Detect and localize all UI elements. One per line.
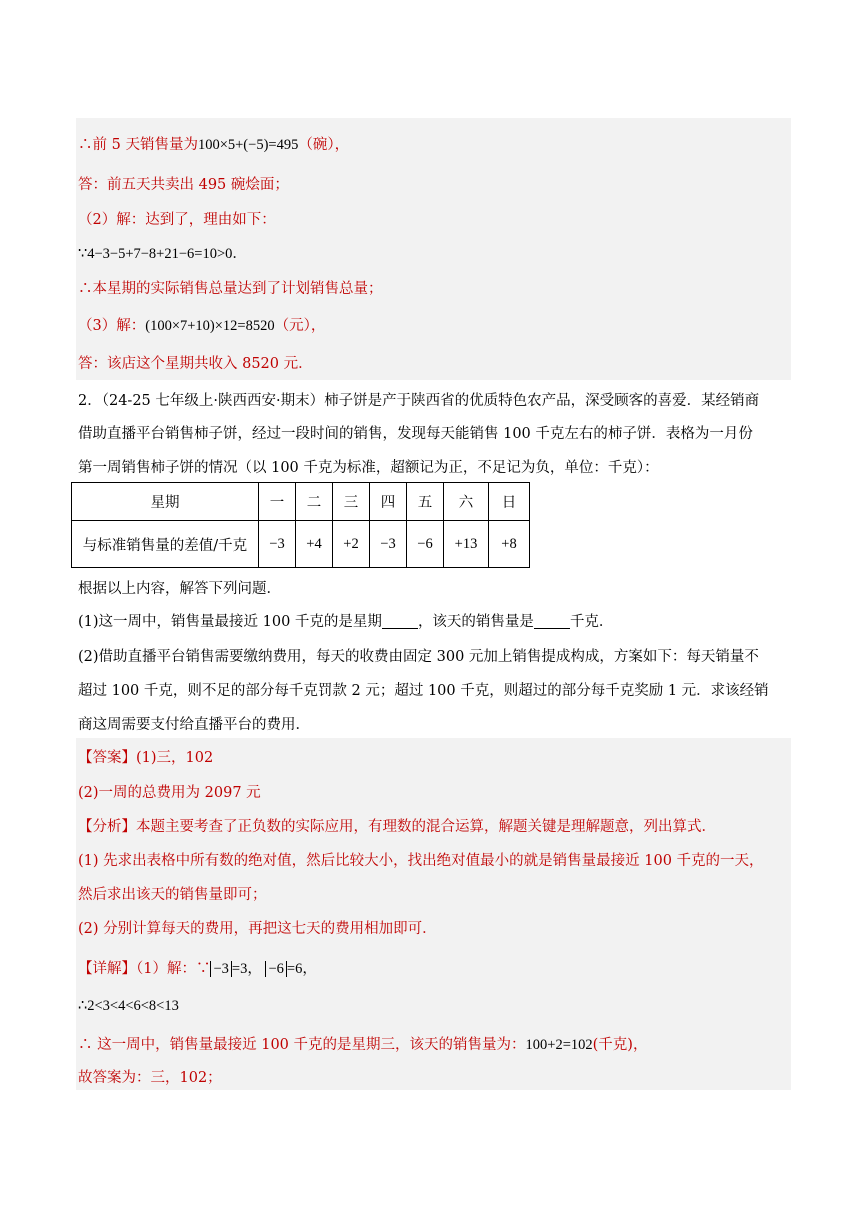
analysis-line [78, 815, 716, 836]
text: 千克． [569, 614, 614, 630]
table-header-cell: 四 [370, 483, 407, 521]
table-cell: +4 [296, 521, 333, 568]
text: （3）解： [78, 318, 146, 334]
text: （1）解：∵ [136, 961, 211, 977]
table-row [72, 483, 530, 521]
table-header-cell: 星期 [72, 483, 259, 521]
table-cell: +8 [489, 521, 530, 568]
table-cell: +13 [444, 521, 489, 568]
math-expression: ∵4−3−5+7−8+21−6=10>0． [78, 246, 247, 262]
detail-tag: 【详解】 [78, 961, 136, 977]
text: =3， [231, 961, 262, 977]
question-1 [78, 610, 613, 631]
answer-blank[interactable] [534, 614, 570, 630]
table-header-cell: 日 [489, 483, 530, 521]
math-expression: ∴2<3<4<6<8<13 [78, 998, 179, 1014]
solution-line [78, 133, 349, 154]
sales-table [71, 482, 530, 568]
table-header-cell: 五 [407, 483, 444, 521]
question-2: (2)借助直播平台销售需要缴纳费用，每天的收费由固定 300 元加上销售提成构成，方案如下：每天销量不 [78, 649, 759, 665]
problem-line: 借助直播平台销售柿子饼，经过一段时间的销售，发现每天能销售 100 千克左右的柿子饼．表格为一月份 [78, 426, 753, 442]
solution-line: （2）解：达到了，理由如下： [78, 212, 276, 228]
question-intro: 根据以上内容，解答下列问题． [78, 581, 281, 597]
math-expression: 100+2=102 [525, 1037, 593, 1053]
text: ，该天的销售量是 [417, 614, 534, 630]
solution-line: 答：前五天共卖出 495 碗烩面； [78, 177, 289, 193]
text: (千克)， [592, 1037, 648, 1053]
math-expression: 100×5+(−5)=495 [197, 137, 299, 153]
analysis-line: (2) 分别计算每天的费用，再把这七天的费用相加即可． [78, 921, 437, 937]
detail-line: 故答案为：三，102； [78, 1070, 222, 1086]
table-header-cell: 二 [296, 483, 333, 521]
absolute-value: −3 [210, 961, 231, 977]
text: =6， [286, 961, 317, 977]
problem-line: 第一周销售柿子饼的情况（以 100 千克为标准，超额记为正，不足记为负，单位：千克）： [78, 460, 659, 476]
text: 本题主要考查了正负数的实际应用，有理数的混合运算，解题关键是理解题意，列出算式． [136, 819, 716, 835]
absolute-value: −6 [265, 961, 286, 977]
table-cell: −3 [259, 521, 296, 568]
solution-line [78, 314, 325, 335]
table-header-cell: 六 [444, 483, 489, 521]
text: (1)三，102 [136, 750, 214, 766]
table-cell: 与标准销售量的差值/千克 [72, 521, 259, 568]
answer-tag: 【答案】 [78, 750, 136, 766]
text: ∴ 这一周中，销售量最接近 100 千克的是星期三，该天的销售量为： [78, 1037, 526, 1053]
answer-blank[interactable] [382, 614, 418, 630]
analysis-tag: 【分析】 [78, 819, 136, 835]
problem-line: 2．（24-25 七年级上·陕西西安·期末）柿子饼是产于陕西省的优质特色农产品，深受顾客的喜爱．某经销商 [78, 393, 760, 409]
analysis-line: (1) 先求出表格中所有数的绝对值，然后比较大小，找出绝对值最小的就是销售量最接近 100 千克的一天， [78, 853, 764, 869]
table-cell: −3 [370, 521, 407, 568]
answer-line: (2)一周的总费用为 2097 元 [78, 785, 261, 801]
solution-line: ∴本星期的实际销售总量达到了计划销售总量； [78, 281, 383, 297]
text: （元）， [274, 318, 326, 334]
question-2: 超过 100 千克，则不足的部分每千克罚款 2 元；超过 100 千克，则超过的部分每千克奖励 1 元．求该经销 [78, 683, 769, 699]
math-expression: (100×7+10)×12=8520 [145, 318, 275, 334]
question-2: 商这周需要支付给直播平台的费用． [78, 717, 310, 733]
text: ∴前 5 天销售量为 [78, 137, 198, 153]
table-row [72, 521, 530, 568]
text: （碗）， [298, 137, 350, 153]
detail-line [78, 957, 317, 978]
table-cell: −6 [407, 521, 444, 568]
analysis-line: 然后求出该天的销售量即可； [78, 887, 267, 903]
table-cell: +2 [333, 521, 370, 568]
table-header-cell: 一 [259, 483, 296, 521]
answer-line [78, 746, 213, 767]
detail-line [78, 1033, 647, 1054]
table-header-cell: 三 [333, 483, 370, 521]
solution-line: 答：该店这个星期共收入 8520 元． [78, 356, 313, 372]
text: (1)这一周中，销售量最接近 100 千克的是星期 [78, 614, 382, 630]
